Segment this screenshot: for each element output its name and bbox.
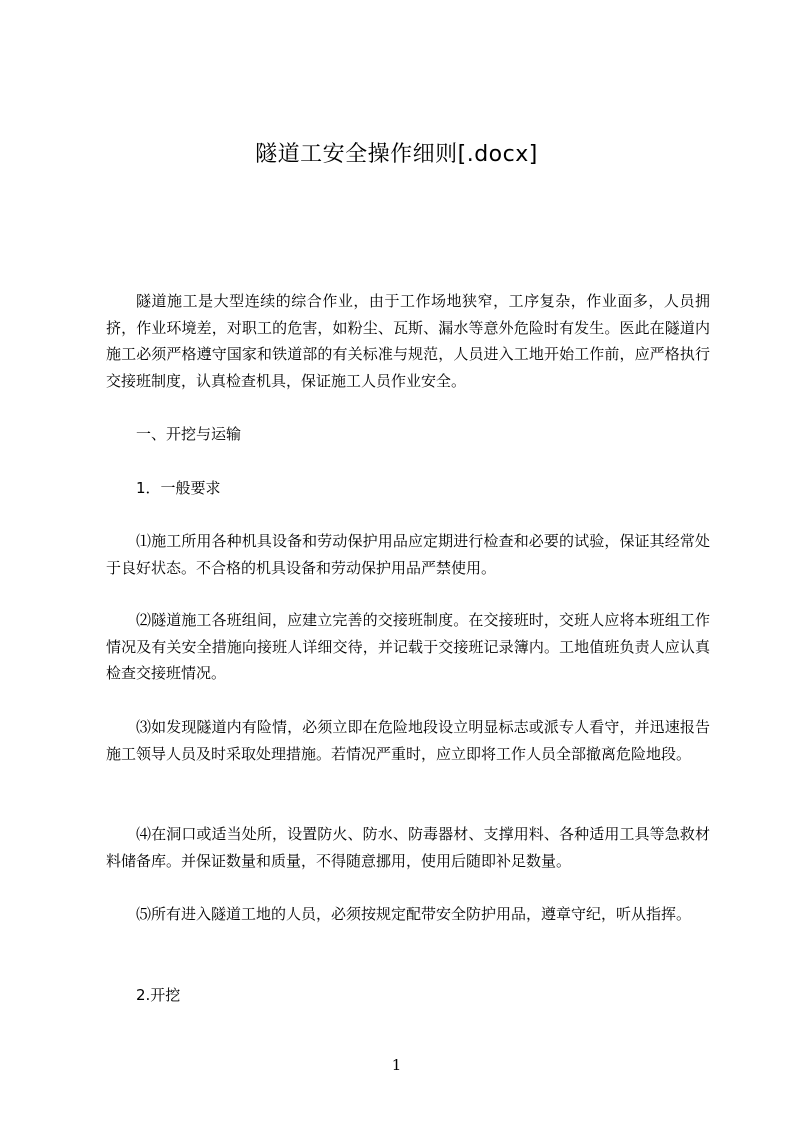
subsection-heading-general-requirements: 1．一般要求: [136, 479, 221, 497]
intro-paragraph: 隧道施工是大型连续的综合作业，由于工作场地狭窄，工序复杂，作业面多，人员拥挤，作业环境差，对职工的危害，如粉尘、瓦斯、漏水等意外危险时有发生。医此在隧道内施工必须严格遵守国家和铁道部的有关标准与规范，人员进入工地开始工作前，应严格执行交接班制度，认真检查机具，保证施工人员作业安全。: [106, 292, 710, 391]
requirement-item-3: ⑶如发现隧道内有险情，必须立即在危险地段设立明显标志或派专人看守，并迅速报告施工领导人员及时采取处理措施。若情况严重时，应立即将工作人员全部撤离危险地段。: [106, 718, 710, 763]
section-heading-excavation-transport: 一、开挖与运输: [136, 425, 242, 443]
requirement-item-4: ⑷在洞口或适当处所，设置防火、防水、防毒器材、支撑用料、各种适用工具等急救材料储备库。并保证数量和质量，不得随意挪用，使用后随即补足数量。: [106, 825, 710, 870]
requirement-item-1: ⑴施工所用各种机具设备和劳动保护用品应定期进行检查和必要的试验，保证其经常处于良好状态。不合格的机具设备和劳动保护用品严禁使用。: [106, 532, 710, 577]
page-number: 1: [391, 1056, 402, 1074]
requirement-item-2: ⑵隧道施工各班组间，应建立完善的交接班制度。在交接班时，交班人应将本班组工作情况及有关安全措施向接班人详细交待，并记载于交接班记录簿内。工地值班负责人应认真检查交接班情况。: [106, 611, 710, 683]
requirement-item-5: ⑸所有进入隧道工地的人员，必须按规定配带安全防护用品，遵章守纪，听从指挥。: [136, 905, 692, 923]
document-title: 隧道工安全操作细则[.docx]: [255, 142, 538, 167]
subsection-heading-excavation: 2.开挖: [136, 986, 181, 1004]
